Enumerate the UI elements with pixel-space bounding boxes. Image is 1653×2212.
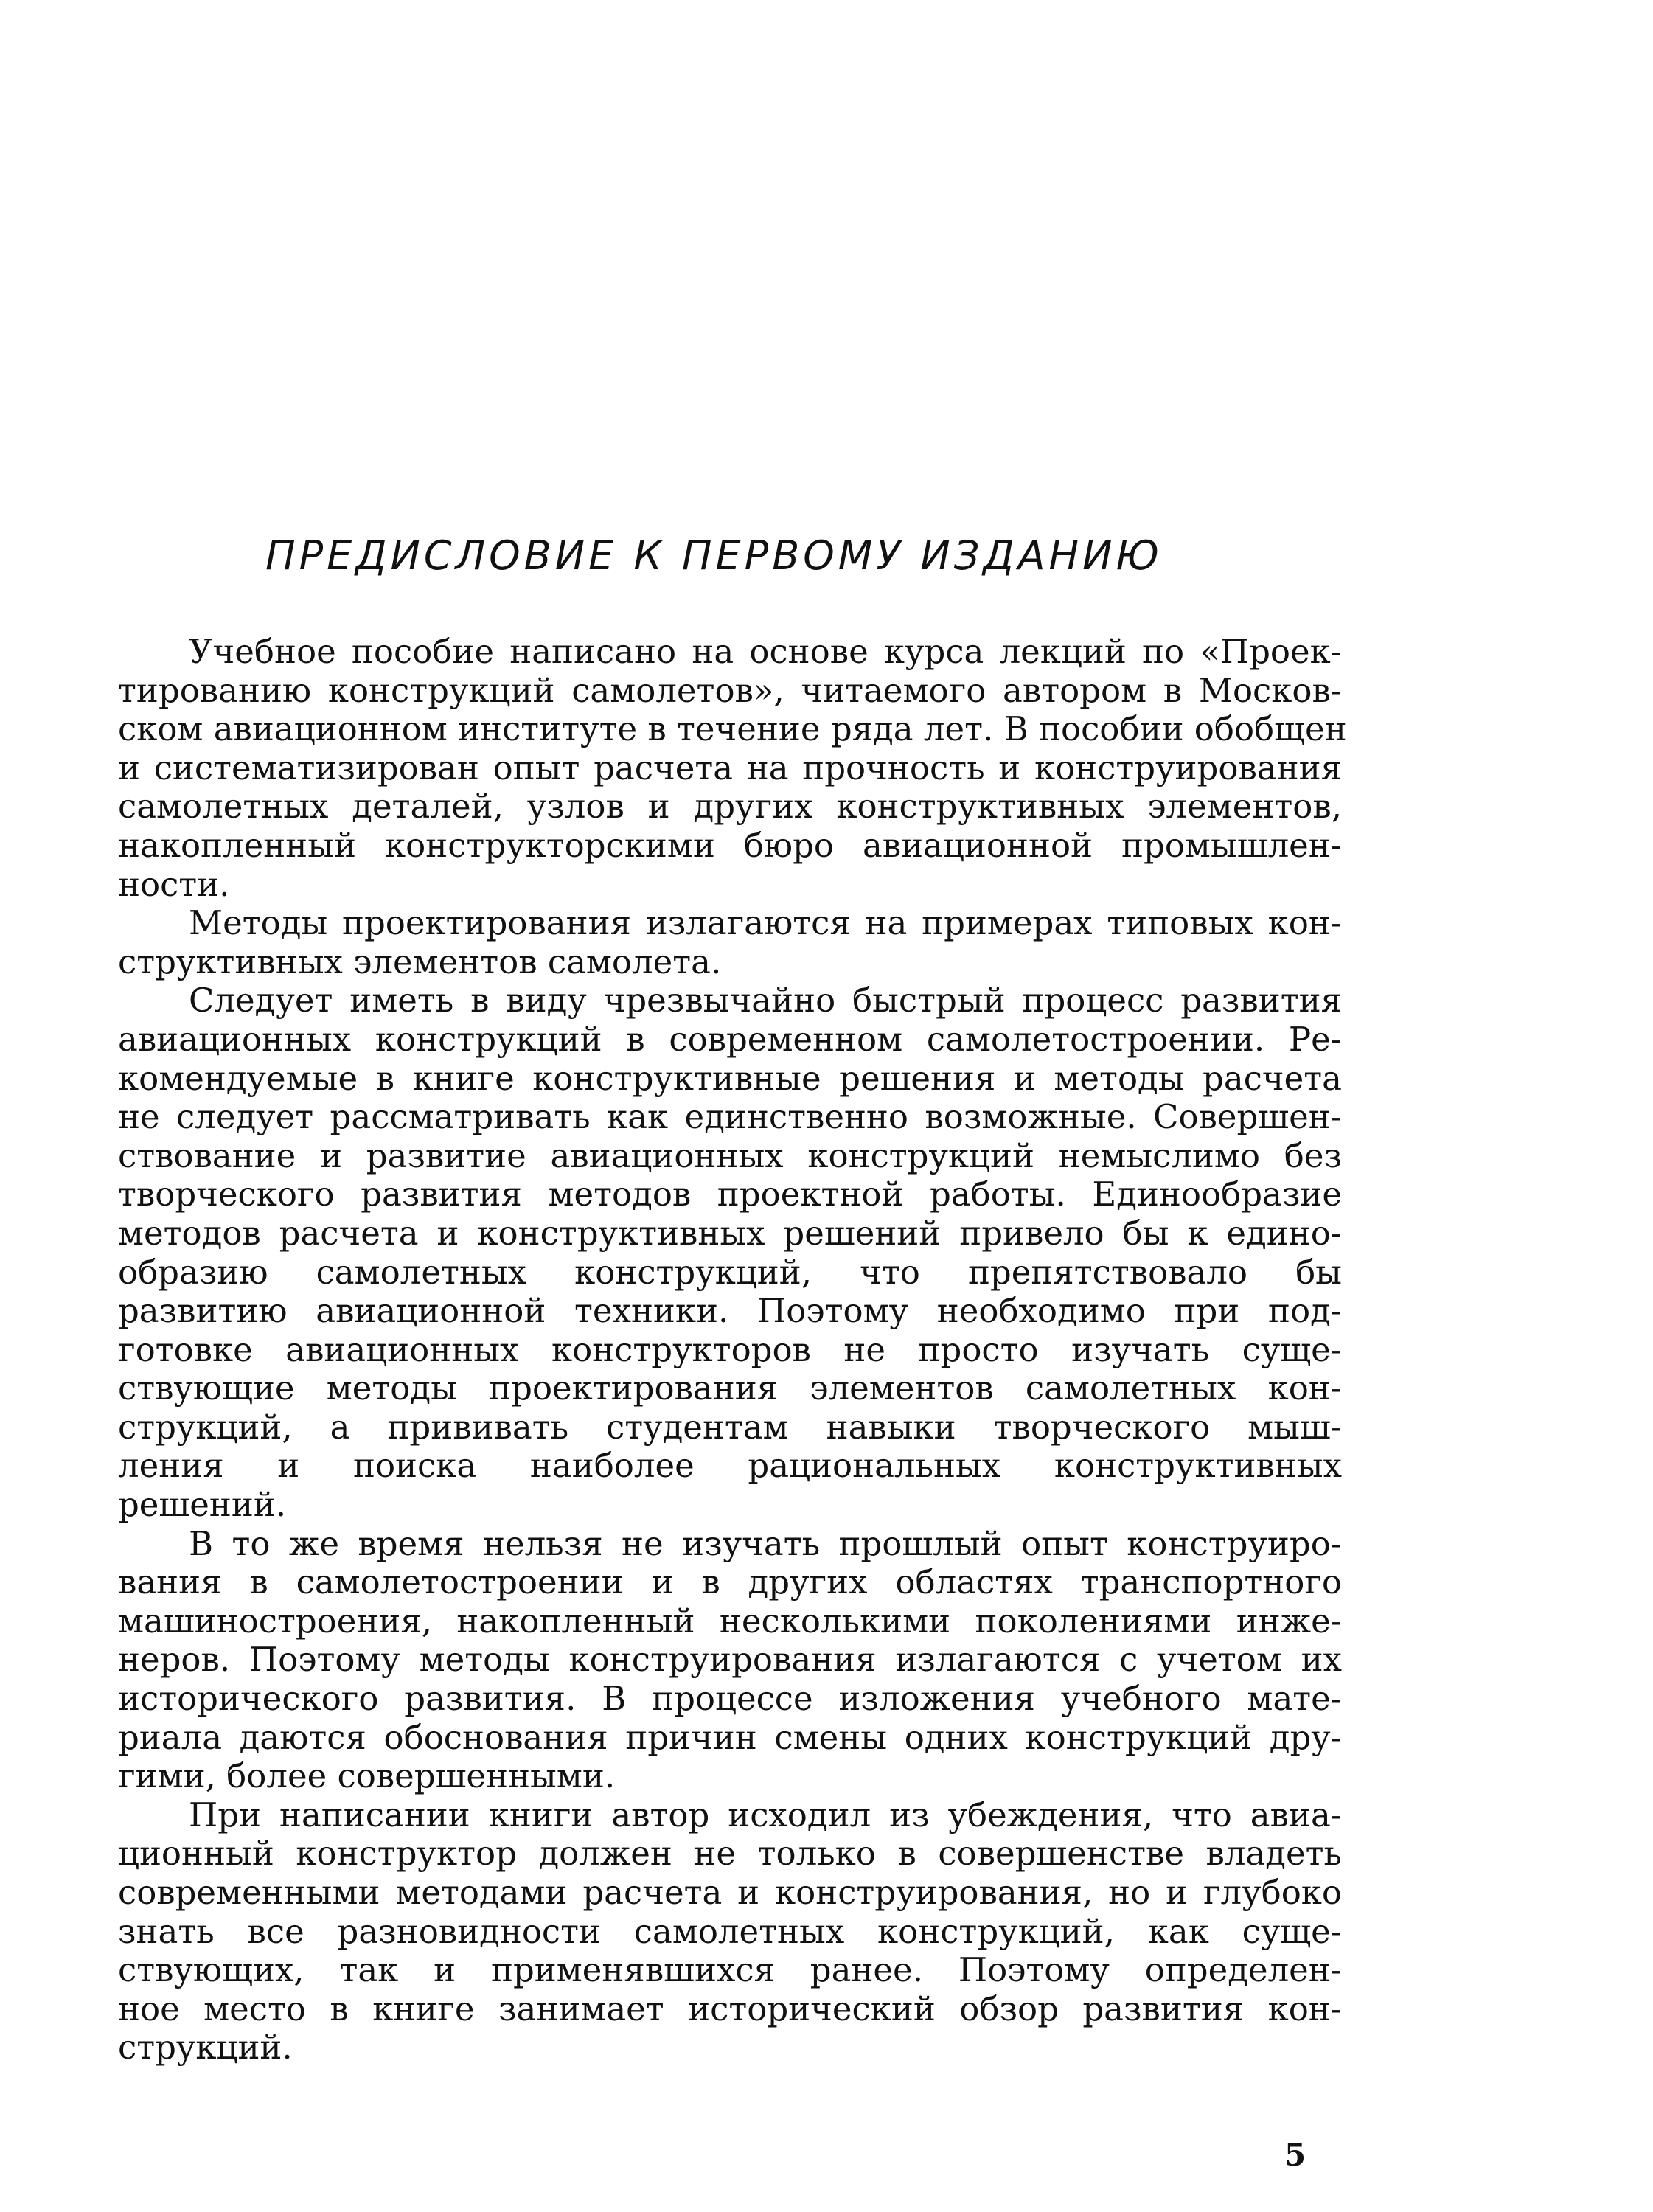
text-line: не следует рассматривать как единственно возможные. Совершен- [118,1097,1342,1137]
text-line: Учебное пособие написано на основе курса лекций по «Проек- [189,632,1342,671]
text-line: ствование и развитие авиационных конструкций немыслимо без [118,1135,1342,1175]
text-line: Следует иметь в виду чрезвычайно быстрый процесс развития [189,981,1342,1020]
text-line: развитию авиационной техники. Поэтому необходимо при под- [118,1291,1342,1331]
text-line: машиностроения, накопленный несколькими поколениями инже- [118,1601,1342,1641]
text-line: Методы проектирования излагаются на примерах типовых кон- [189,903,1342,943]
text-line: структивных элементов самолета. [118,942,722,981]
page-number: 5 [1284,2137,1306,2173]
text-line: самолетных деталей, узлов и других конструктивных элементов, [118,787,1342,827]
paragraph-3 [118,981,1342,1524]
text-line: неров. Поэтому методы конструирования излагаются с учетом их [118,1640,1342,1680]
text-line: исторического развития. В процессе изложения учебного мате- [118,1679,1342,1719]
text-line: и систематизирован опыт расчета на прочность и конструирования [118,748,1342,787]
text-line: ционный конструктор должен не только в совершенстве владеть [118,1834,1342,1874]
text-line: методов расчета и конструктивных решений привело бы к едино- [118,1213,1342,1253]
text-line: накопленный конструкторскими бюро авиационной промышлен- [118,825,1342,865]
paragraph-1 [118,632,1347,904]
paragraph-4 [118,1525,1342,1796]
text-line: решений. [118,1485,287,1525]
paragraph-2 [118,904,1342,981]
paragraph-5 [118,1796,1342,2067]
text-line: ствующих, так и применявшихся ранее. Поэтому определен- [118,1950,1342,1990]
text-line: При написании книги автор исходил из убеждения, что авиа- [189,1795,1342,1834]
text-line: струкций, а прививать студентам навыки творческого мыш- [118,1407,1342,1447]
text-line: тированию конструкций самолетов», читаемого автором в Москов- [118,670,1342,710]
text-line: образию самолетных конструкций, что препятствовало бы [118,1252,1342,1292]
text-line: знать все разновидности самолетных конструкций, как суще- [118,1911,1342,1951]
text-line: творческого развития методов проектной работы. Единообразие [118,1175,1342,1214]
text-line: ное место в книге занимает исторический обзор развития кон- [118,1989,1342,2028]
text-line: ности. [118,864,230,904]
page-title: ПРЕДИСЛОВИЕ К ПЕРВОМУ ИЗДАНИЮ [265,532,1163,579]
text-line: риала даются обоснования причин смены одних конструкций дру- [118,1717,1342,1757]
text-line: готовке авиационных конструкторов не просто изучать суще- [118,1329,1342,1369]
text-line: ствующие методы проектирования элементов самолетных кон- [118,1368,1342,1408]
text-line: авиационных конструкций в современном самолетостроении. Ре- [118,1019,1342,1059]
text-line: В то же время нельзя не изучать прошлый опыт конструиро- [189,1523,1342,1563]
text-line: гими, более совершенными. [118,1756,616,1796]
text-line: комендуемые в книге конструктивные решения и методы расчета [118,1058,1342,1098]
body-text [118,632,1347,2067]
text-line: вания в самолетостроении и в других областях транспортного [118,1562,1342,1602]
text-line: современными методами расчета и конструирования, но и глубоко [118,1873,1342,1912]
text-line: ском авиационном институте в течение ряда лет. В пособии обобщен [118,709,1347,749]
text-line: ления и поиска наиболее рациональных конструктивных [118,1446,1342,1486]
text-line: струкций. [118,2028,293,2067]
